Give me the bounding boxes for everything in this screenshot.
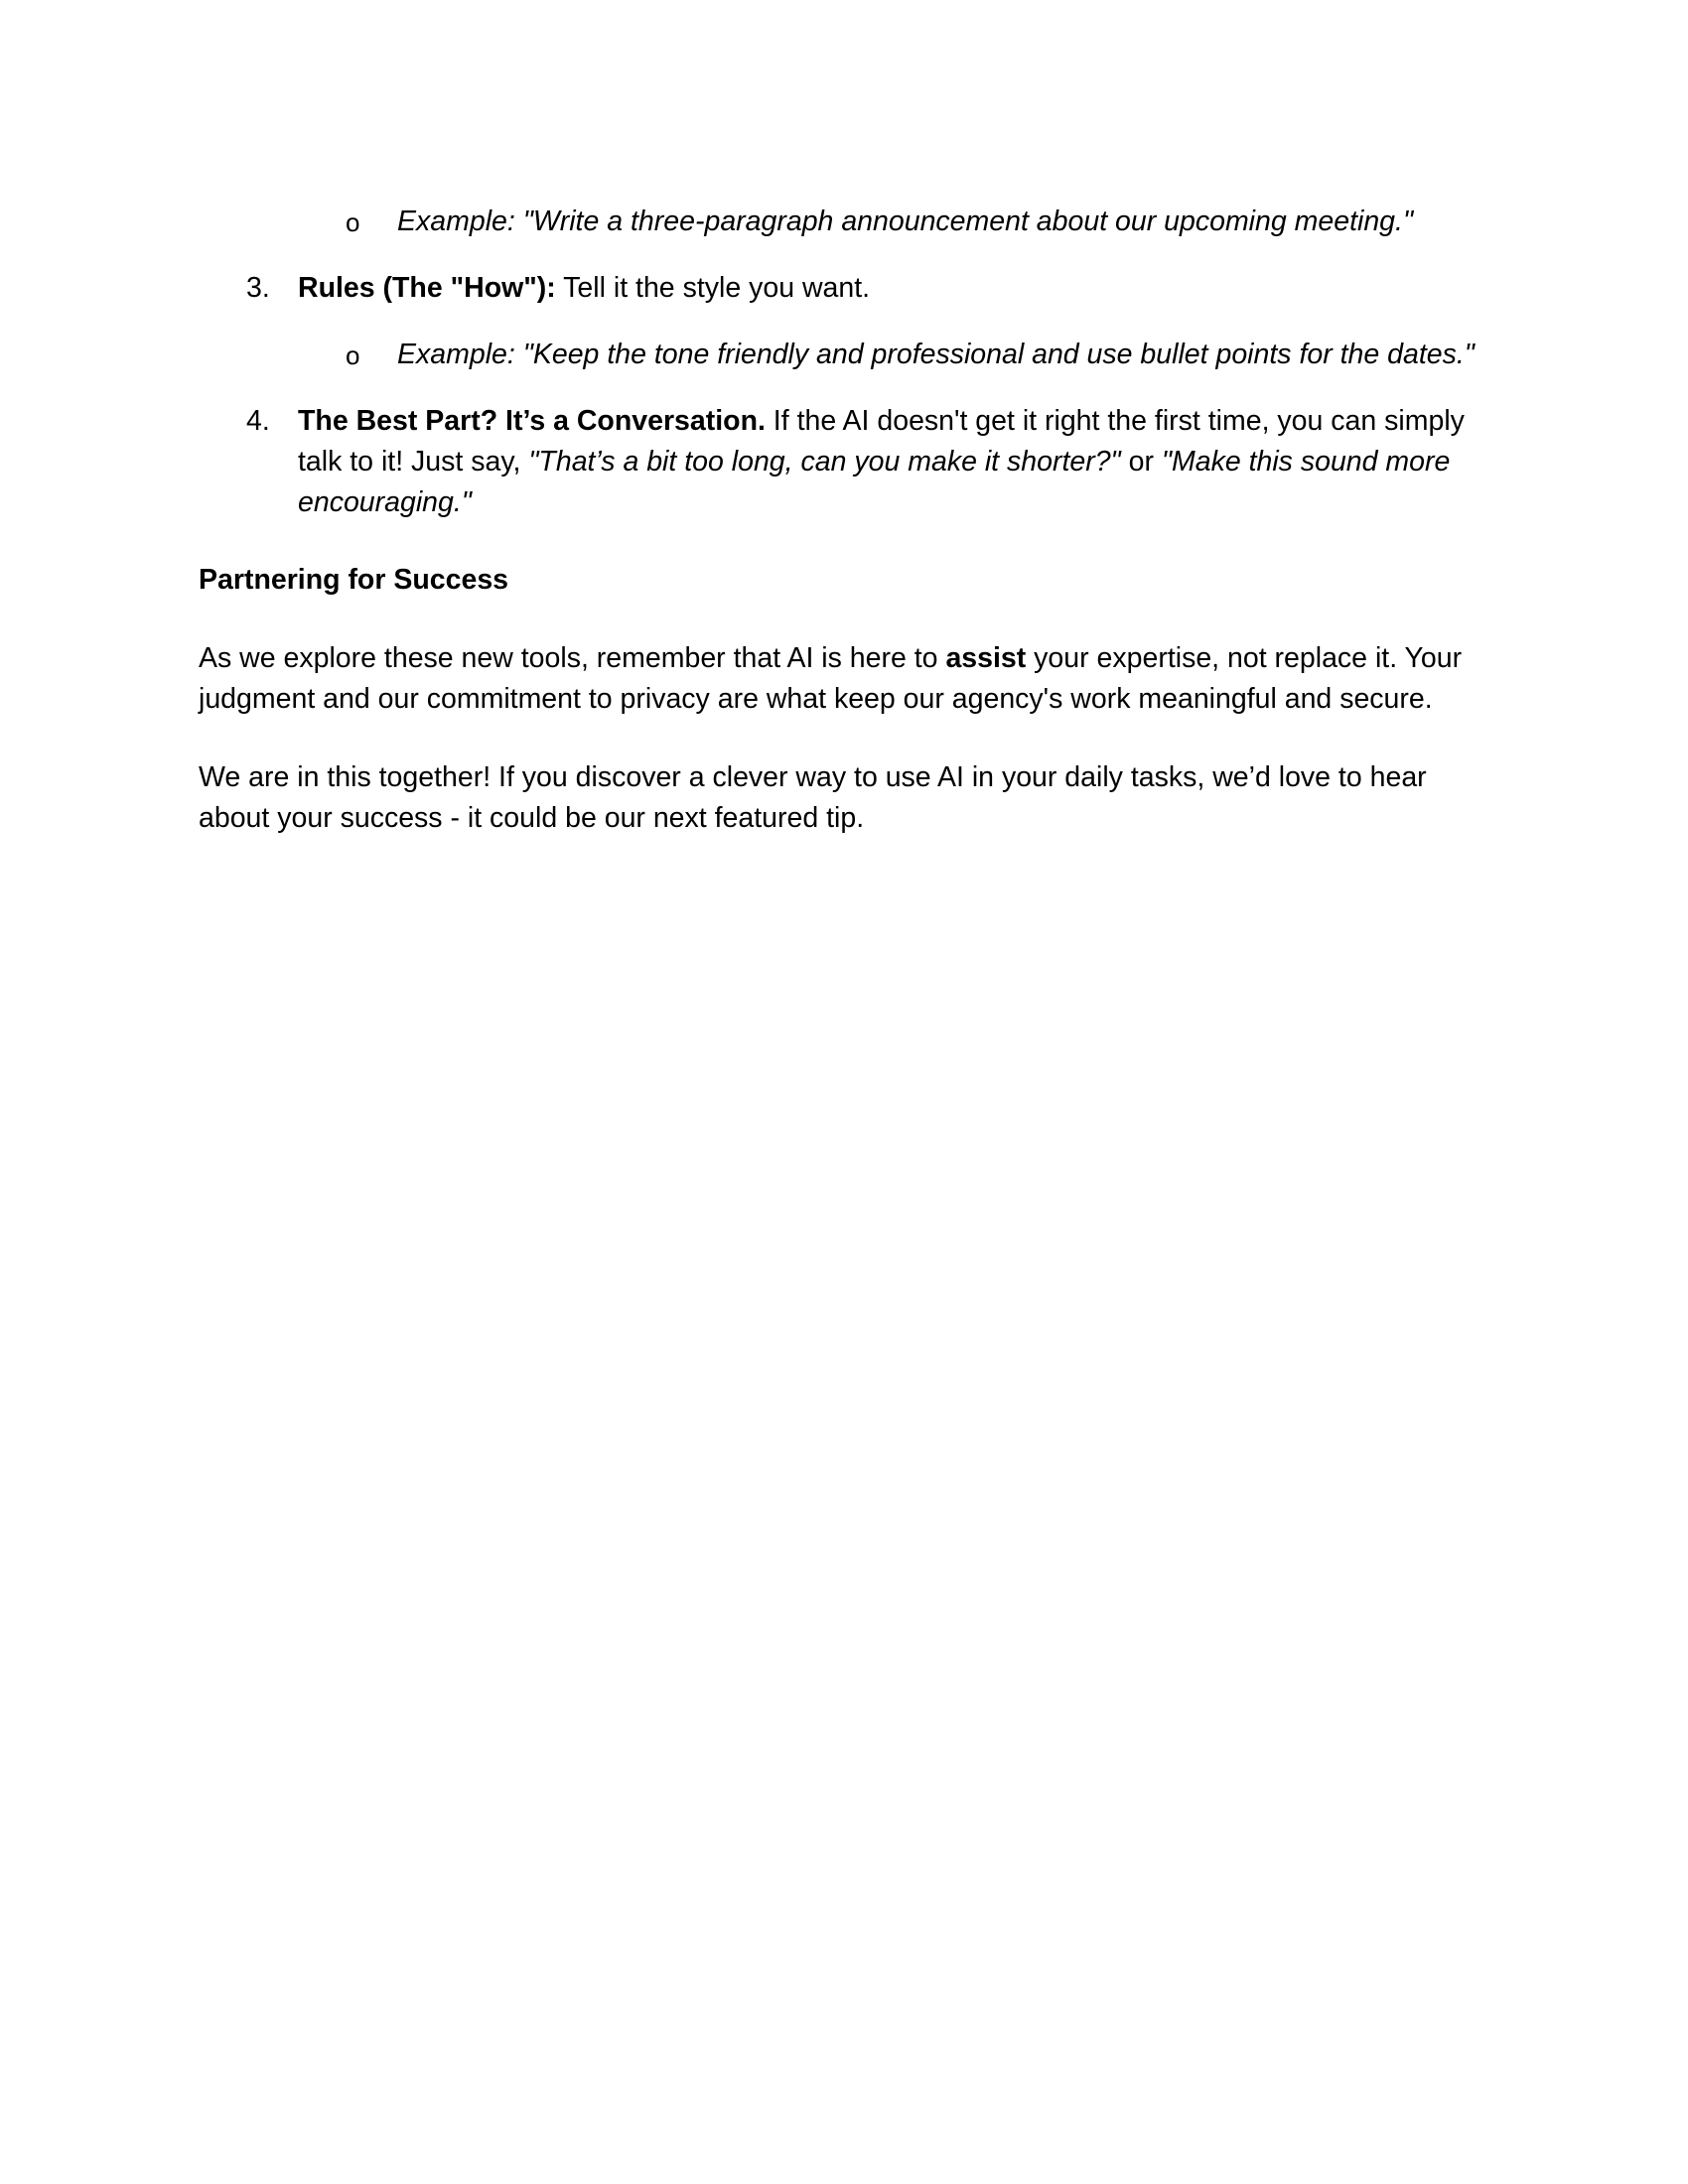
- example-text: Example: "Write a three-paragraph announcement about our upcoming meeting.": [397, 205, 1414, 237]
- hollow-bullet-icon: o: [346, 207, 360, 237]
- list-number: 4.: [246, 405, 270, 437]
- list-number: 3.: [246, 272, 270, 304]
- section-heading: Partnering for Success: [199, 564, 509, 596]
- paragraph-text: As we explore these new tools, remember that AI is here to: [199, 642, 946, 674]
- list-item-title: Rules (The "How"):: [298, 272, 556, 304]
- paragraph: We are in this together! If you discover a clever way to use AI in your daily tasks, we’d love to hear about your success - it could be our next featured tip.: [199, 761, 1427, 834]
- list-item-3: [199, 268, 1489, 309]
- list-item-text: or: [1120, 446, 1162, 478]
- list-item-text: If the AI doesn't get it right the first time, you can simply talk to it! Just say,: [298, 405, 1465, 478]
- document-body: [199, 202, 1489, 839]
- paragraph-text: your expertise, not replace it. Your judgment and our commitment to privacy are what keep our agency's work meaningful and secure.: [199, 642, 1463, 715]
- example-text: Example: "Keep the tone friendly and professional and use bullet points for the dates.": [397, 339, 1475, 370]
- quote-text: "Make this sound more encouraging.": [298, 446, 1451, 518]
- example-bullet-item: [199, 335, 1489, 375]
- quote-text: "That’s a bit too long, can you make it shorter?": [528, 446, 1121, 478]
- example-bullet-item: [199, 202, 1489, 242]
- emphasis-text: assist: [945, 642, 1027, 674]
- list-item-text: Tell it the style you want.: [555, 272, 871, 304]
- list-item-title: The Best Part? It’s a Conversation.: [298, 405, 766, 437]
- list-item-4: [199, 401, 1489, 523]
- paragraph: [199, 638, 1489, 720]
- hollow-bullet-icon: o: [346, 341, 360, 370]
